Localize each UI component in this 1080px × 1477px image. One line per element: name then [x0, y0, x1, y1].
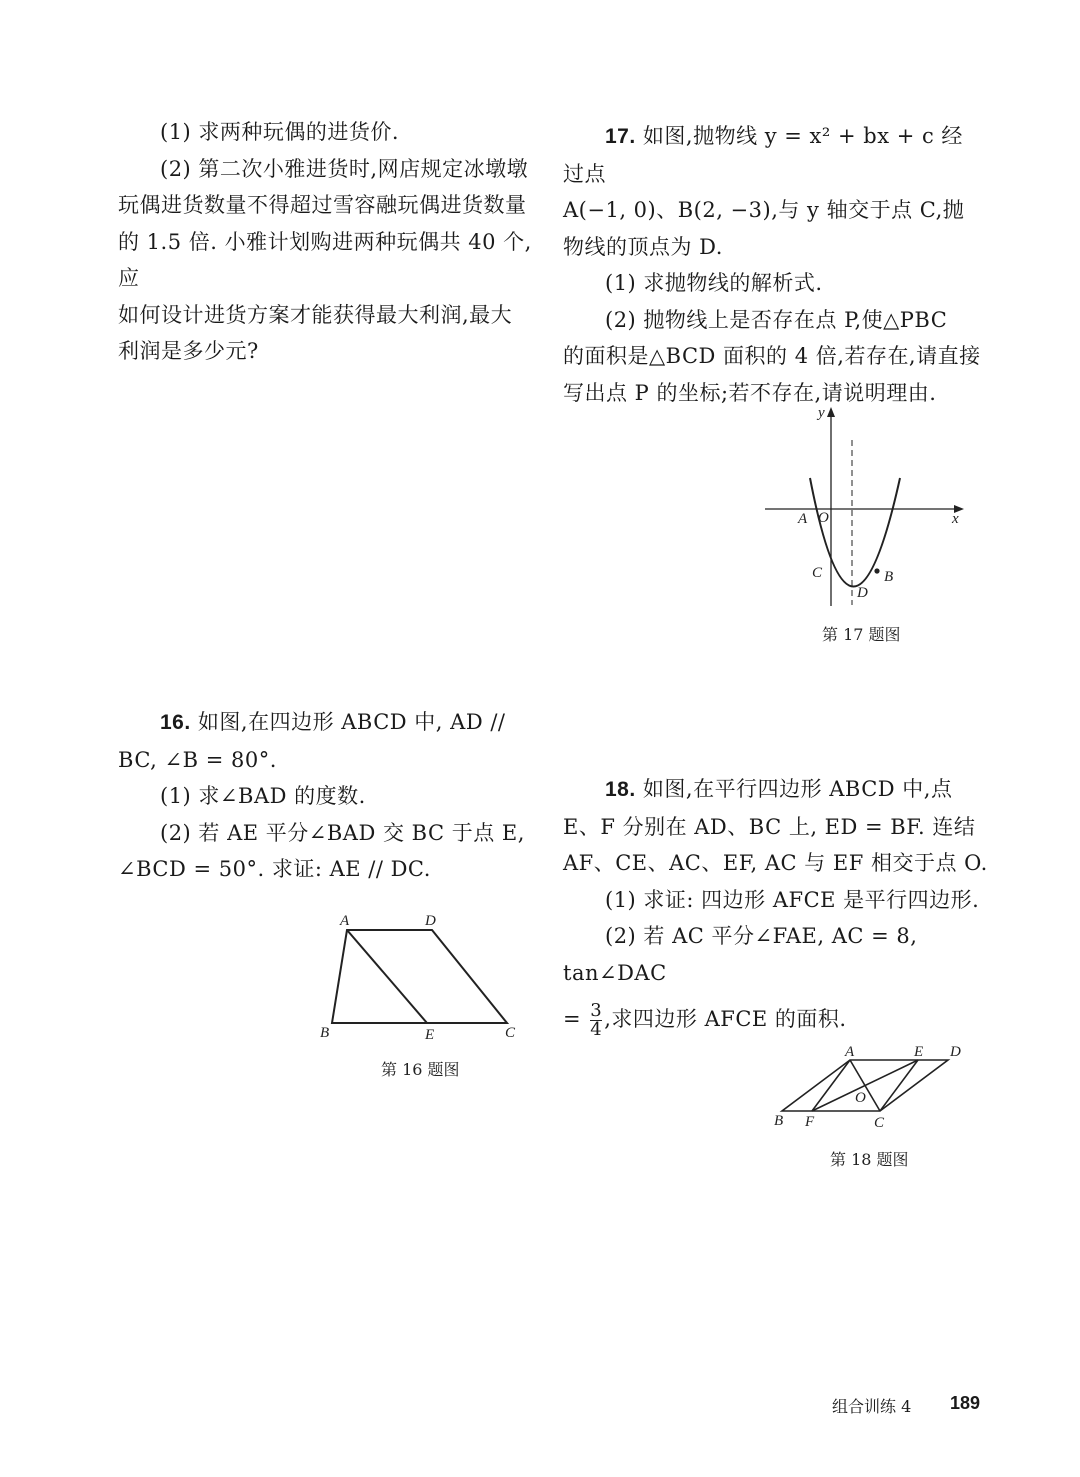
fig16-label-d: D	[425, 913, 436, 929]
fig18-caption: 第 18 题图	[830, 1150, 909, 1169]
q15-sub2-line5: 利润是多少元?	[118, 339, 259, 363]
fig17-label-a: A	[798, 511, 808, 527]
q17-line1: 如图,抛物线 y = x² + bx + c 经过点	[563, 124, 963, 186]
fig16-label-e: E	[425, 1027, 435, 1043]
q18-frac-den: 4	[590, 1019, 603, 1040]
fig16-label-a: A	[340, 913, 350, 929]
fig18-segment-ce	[880, 1060, 918, 1111]
fig17-label-y: y	[818, 405, 825, 421]
fig16-label-b: B	[320, 1025, 330, 1041]
fig18-label-a: A	[845, 1044, 855, 1060]
fig18-label-f: F	[805, 1114, 815, 1130]
q17-number: 17.	[605, 125, 636, 148]
q18-line2: E、F 分别在 AD、BC 上, ED = BF. 连结	[563, 814, 976, 839]
q18-line1: 如图,在平行四边形 ABCD 中,点	[642, 777, 953, 801]
q16-line2: BC, ∠B = 80°.	[118, 747, 277, 772]
q17-line2: A(−1, 0)、B(2, −3),与 y 轴交于点 C,抛	[563, 198, 965, 222]
fig18-label-c: C	[874, 1115, 885, 1131]
fig18-label-o: O	[855, 1090, 866, 1106]
fig16-caption: 第 16 题图	[381, 1060, 460, 1079]
fig17-caption: 第 17 题图	[822, 625, 901, 644]
q15-sub2-line2: 玩偶进货数量不得超过雪容融玩偶进货数量	[118, 193, 527, 217]
fig17-label-c: C	[812, 565, 823, 581]
q18-sub2-tail: ,求四边形 AFCE 的面积.	[604, 1007, 847, 1031]
q15-sub2-line1: (2) 第二次小雅进货时,网店规定冰墩墩	[160, 156, 529, 181]
q16-sub1: (1) 求∠BAD 的度数.	[160, 784, 366, 808]
fig17-label-d: D	[857, 585, 868, 601]
page-number: 189	[950, 1393, 981, 1413]
q18-equals: =	[563, 1007, 582, 1031]
fig18-label-d: D	[950, 1044, 961, 1060]
fig18-label-b: B	[774, 1113, 784, 1129]
fig17-label-o: O	[818, 510, 829, 526]
fig16-label-c: C	[505, 1025, 516, 1041]
q16-sub2-line1: (2) 若 AE 平分∠BAD 交 BC 于点 E,	[160, 820, 525, 845]
q15-sub1: (1) 求两种玩偶的进货价.	[160, 120, 400, 144]
q18-sub2-line1: (2) 若 AC 平分∠FAE, AC = 8, tan∠DAC	[563, 924, 918, 985]
q18-number: 18.	[605, 778, 636, 801]
fig18-segment-af	[812, 1060, 850, 1111]
q15-sub2-line3: 的 1.5 倍. 小雅计划购进两种玩偶共 40 个,应	[118, 229, 532, 290]
q17-sub2-line2: 的面积是△BCD 面积的 4 倍,若存在,请直接	[563, 344, 981, 368]
fig17-label-x: x	[952, 511, 959, 527]
q16-number: 16.	[160, 711, 191, 734]
footer-section-title: 组合训练 4	[832, 1397, 912, 1416]
q15-sub2-line4: 如何设计进货方案才能获得最大利润,最大	[118, 302, 513, 327]
fig18-label-e: E	[914, 1044, 924, 1060]
q17-sub1: (1) 求抛物线的解析式.	[605, 271, 823, 295]
q17-sub2-line3: 写出点 P 的坐标;若不存在,请说明理由.	[563, 380, 937, 405]
q18-sub1: (1) 求证: 四边形 AFCE 是平行四边形.	[605, 887, 980, 912]
q16-sub2-line2: ∠BCD = 50°. 求证: AE // DC.	[118, 857, 431, 881]
fig17-label-b: B	[884, 569, 894, 585]
q18-line3: AF、CE、AC、EF, AC 与 EF 相交于点 O.	[563, 851, 988, 875]
q16-line1: 如图,在四边形 ABCD 中, AD //	[197, 710, 506, 734]
q18-frac-num: 3	[590, 1000, 603, 1021]
q17-line3: 物线的顶点为 D.	[563, 234, 723, 259]
q17-sub2-line1: (2) 抛物线上是否存在点 P,使△PBC	[605, 307, 948, 332]
